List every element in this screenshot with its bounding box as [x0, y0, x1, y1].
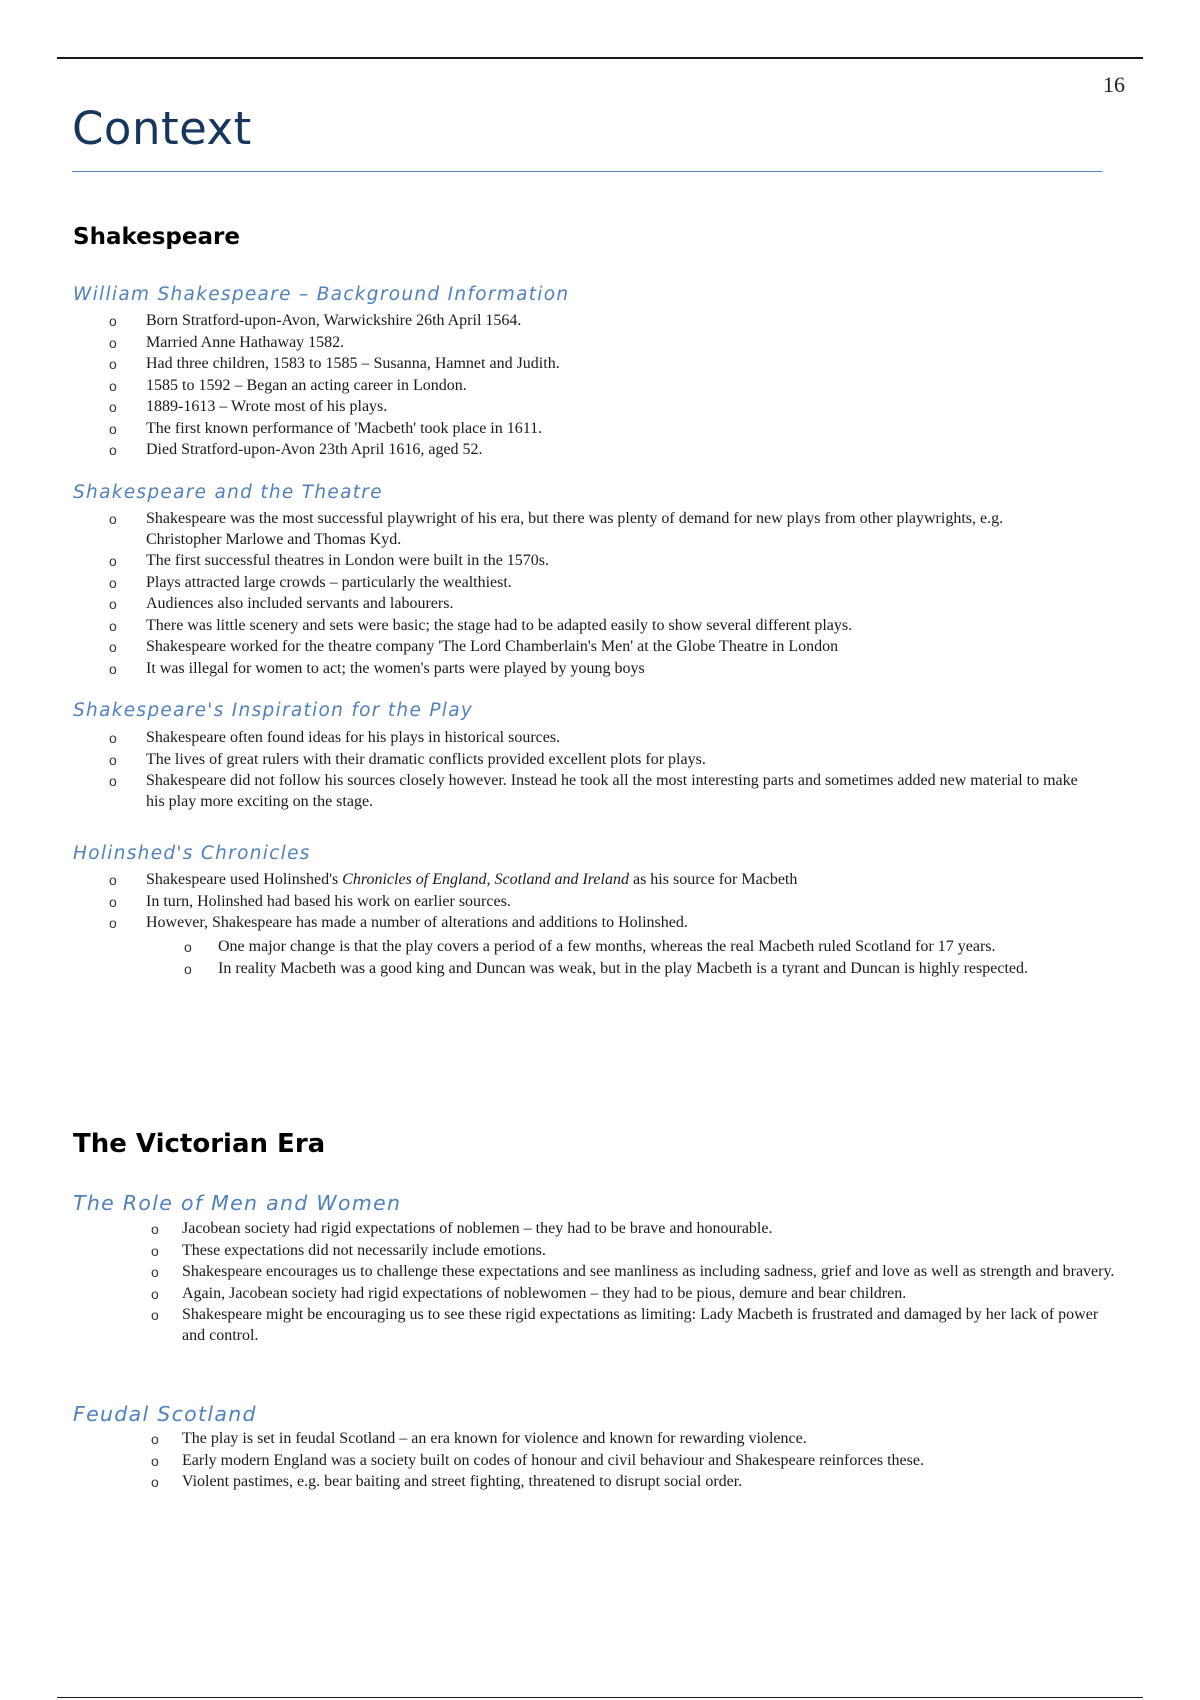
section-heading-victorian-era: The Victorian Era — [73, 1129, 326, 1159]
section-heading-shakespeare: Shakespeare — [73, 224, 240, 250]
list-item-text: The first known performance of 'Macbeth' took place in 1611. — [146, 419, 543, 437]
list-item — [0, 637, 1080, 658]
list-item — [0, 1472, 1120, 1493]
list-item — [0, 551, 1080, 572]
list-item — [0, 333, 1080, 354]
list-item-text: The first successful theatres in London were built in the 1570s. — [146, 552, 550, 569]
list-shakespeare-and-the-theatre — [0, 509, 1080, 680]
list-item-text: The play is set in feudal Scotland – an era known for violence and known for rewarding violence. — [182, 1430, 807, 1447]
list-item — [0, 937, 1098, 958]
list-item-text: Plays attracted large crowds – particularly the wealthiest. — [146, 573, 512, 591]
list-item — [0, 1305, 1120, 1346]
list-item-text: 1889-1613 – Wrote most of his plays. — [146, 398, 388, 415]
subheading-shakespeare-and-the-theatre: Shakespeare and the Theatre — [73, 482, 383, 503]
list-item — [0, 1451, 1120, 1472]
page-number: 16 — [1103, 72, 1125, 97]
list-item — [0, 1262, 1120, 1283]
list-item-text: Died Stratford-upon-Avon 23th April 1616, aged 52. — [146, 441, 483, 458]
list-item-text: In reality Macbeth was a good king and Duncan was weak, but in the play Macbeth is a tyrant and Duncan is highly respected. — [218, 959, 1028, 977]
subheading-holinsheds-chronicles: Holinshed's Chronicles — [73, 843, 311, 864]
list-item-text: Shakespeare did not follow his sources closely however. Instead he took all the most interesting parts and sometimes added new material to make his play more exciting on the stage. — [146, 772, 1078, 810]
list-holinsheds-chronicles — [0, 870, 1080, 935]
list-item-text: Audiences also included servants and labourers. — [146, 595, 454, 612]
list-item-text: 1585 to 1592 – Began an acting career in London. — [146, 376, 467, 394]
list-item — [0, 311, 1080, 332]
list-item — [0, 1219, 1120, 1240]
list-item — [0, 1241, 1120, 1262]
list-item — [0, 892, 1080, 913]
list-item-text: Married Anne Hathaway 1582. — [146, 333, 345, 351]
list-item-text: Jacobean society had rigid expectations of noblemen – they had to be brave and honourable. — [182, 1220, 773, 1237]
list-item-text: The lives of great rulers with their dramatic conflicts provided excellent plots for plays. — [146, 750, 706, 768]
list-item — [0, 354, 1080, 375]
list-item-text: Violent pastimes, e.g. bear baiting and street fighting, threatened to disrupt social order. — [182, 1473, 743, 1490]
book-title: Chronicles of England, Scotland and Ireland — [342, 871, 629, 888]
top-rule — [57, 57, 1143, 59]
list-item-text: Shakespeare was the most successful playwright of his era, but there was plenty of demand for new plays from other playwrights, e.g. Christopher Marlowe and Thomas Kyd. — [146, 510, 1004, 548]
title-underline — [72, 171, 1102, 172]
subheading-role-of-men-and-women: The Role of Men and Women — [73, 1191, 402, 1215]
list-item — [0, 440, 1080, 461]
list-item — [0, 419, 1080, 440]
list-feudal-scotland — [0, 1429, 1120, 1494]
list-item-text: In turn, Holinshed had based his work on earlier sources. — [146, 892, 511, 910]
subheading-inspiration-for-the-play: Shakespeare's Inspiration for the Play — [73, 700, 474, 721]
list-item — [0, 728, 1080, 749]
list-item-text: Shakespeare might be encouraging us to see these rigid expectations as limiting: Lady Macbeth is frustrated and damaged by her lack of power and control. — [182, 1306, 1099, 1344]
list-item — [0, 913, 1080, 934]
list-item — [0, 1429, 1120, 1450]
list-inspiration-for-the-play — [0, 728, 1080, 813]
list-item-text: It was illegal for women to act; the women's parts were played by young boys — [146, 659, 645, 677]
list-item — [0, 376, 1080, 397]
subheading-feudal-scotland: Feudal Scotland — [73, 1402, 257, 1426]
list-item-text: Shakespeare encourages us to challenge these expectations and see manliness as including sadness, grief and love as well as strength and bravery. — [182, 1263, 1115, 1280]
list-background-information — [0, 311, 1080, 462]
list-item-text: as his source for Macbeth — [628, 871, 798, 888]
list-item-text: There was little scenery and sets were basic; the stage had to be adapted easily to show several different plays. — [146, 616, 853, 634]
list-item-text: Early modern England was a society built on codes of honour and civil behaviour and Shakespeare reinforces these. — [182, 1451, 924, 1469]
page-title: Context — [72, 102, 252, 155]
list-item — [0, 750, 1080, 771]
list-item — [0, 771, 1080, 812]
list-item-text: Again, Jacobean society had rigid expectations of noblewomen – they had to be pious, demure and bear children. — [182, 1284, 907, 1302]
list-item-text: Shakespeare often found ideas for his plays in historical sources. — [146, 729, 561, 746]
list-item — [0, 1284, 1120, 1305]
list-item — [0, 509, 1080, 550]
list-item — [0, 659, 1080, 680]
list-item-text: Had three children, 1583 to 1585 – Susanna, Hamnet and Judith. — [146, 355, 560, 372]
list-item — [0, 616, 1080, 637]
list-item — [0, 573, 1080, 594]
list-item-text: These expectations did not necessarily include emotions. — [182, 1241, 546, 1259]
sublist-holinshed-alterations — [0, 937, 1098, 980]
list-item-text: Born Stratford-upon-Avon, Warwickshire 26th April 1564. — [146, 312, 522, 329]
subheading-background-information: William Shakespeare – Background Information — [73, 284, 570, 305]
list-item — [0, 594, 1080, 615]
list-item — [0, 397, 1080, 418]
list-item-text: Shakespeare used Holinshed's — [146, 871, 343, 888]
bottom-rule — [57, 1697, 1143, 1698]
list-item-text: One major change is that the play covers a period of a few months, whereas the real Macbeth ruled Scotland for 17 years. — [218, 938, 996, 955]
list-role-of-men-and-women — [0, 1219, 1120, 1347]
list-item-text: However, Shakespeare has made a number of alterations and additions to Holinshed. — [146, 914, 688, 931]
list-item — [0, 870, 1080, 891]
list-item — [0, 959, 1098, 980]
list-item-text: Shakespeare worked for the theatre company 'The Lord Chamberlain's Men' at the Globe Theatre in London — [146, 638, 839, 655]
